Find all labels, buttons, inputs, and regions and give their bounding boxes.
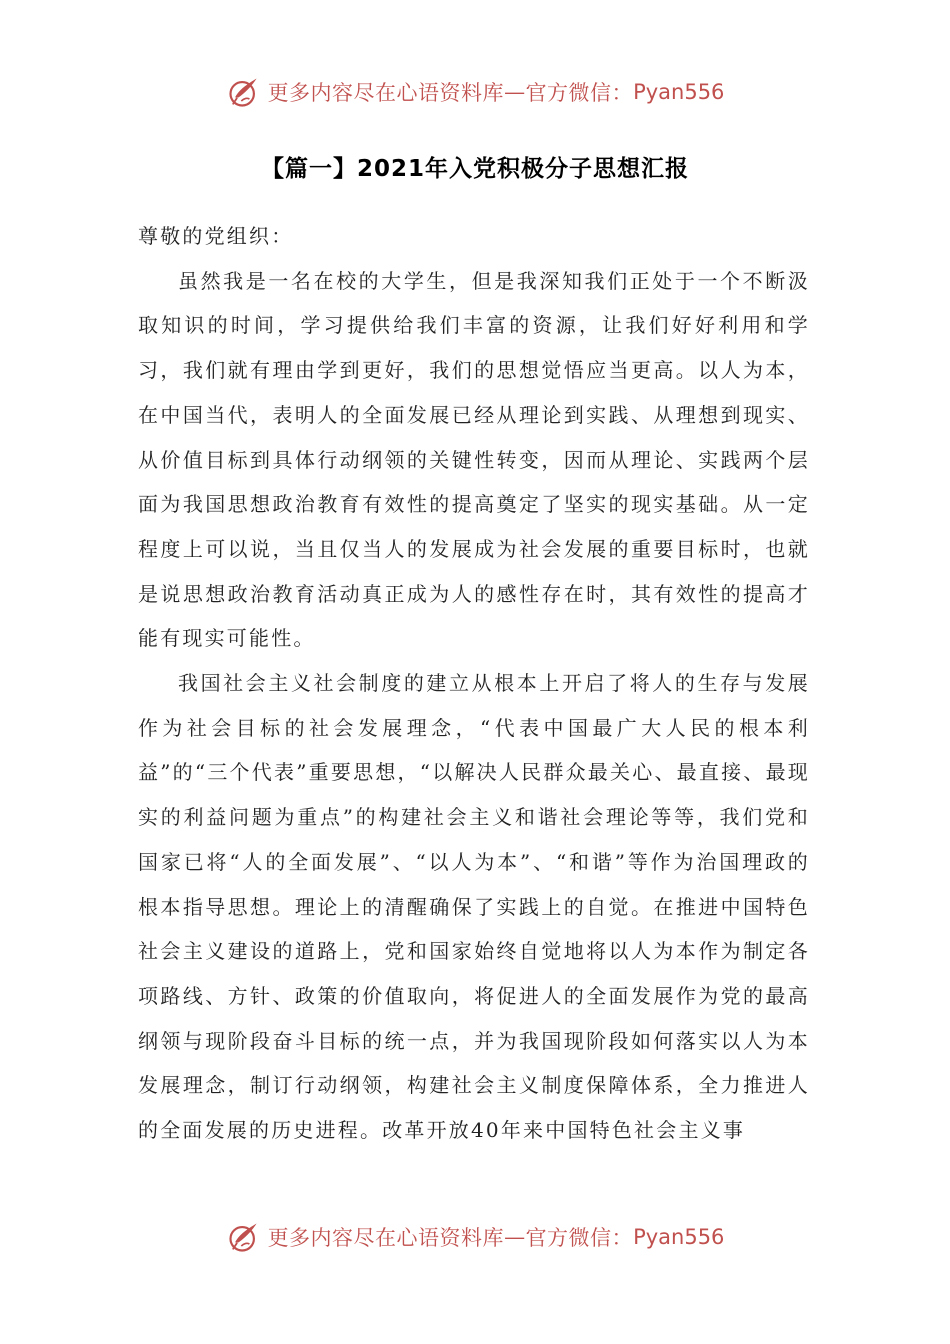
paragraph-2: 我国社会主义社会制度的建立从根本上开启了将人的生存与发展作为社会目标的社会发展理念，“代表中国最广大人民的根本利益”的“三个代表”重要思想，“以解决人民群众最关心、最直接、最现实的利益问题为重点”的构建社会主义和谐社会理论等等，我们党和国家已将“人的全面发展”、“以人为本”、“和谐”等作为治国理政的根本指导思想。理论上的清醒确保了实践上的自觉。在推进中国特色社会主义建设的道路上，党和国家始终自觉地将以人为本作为制定各项路线、方针、政策的价值取向，将促进人的全面发展作为党的最高纲领与现阶段奋斗目标的统一点，并为我国现阶段如何落实以人为本发展理念，制订行动纲领，构建社会主义制度保障体系，全力推进人的全面发展的历史进程。改革开放40年来中国特色社会主义事 xyxy=(138,671,810,1143)
quill-logo-icon xyxy=(226,74,262,110)
banner-separator: — xyxy=(504,80,526,104)
quill-logo-icon xyxy=(226,1219,262,1255)
banner-wechat-id: Pyan556 xyxy=(633,1225,725,1249)
footer-banner xyxy=(0,1215,950,1259)
document-body xyxy=(138,214,810,1153)
paragraph-1: 虽然我是一名在校的大学生，但是我深知我们正处于一个不断汲取知识的时间，学习提供给我们丰富的资源，让我们好好利用和学习，我们就有理由学到更好，我们的思想觉悟应当更高。以人为本，在中国当代，表明人的全面发展已经从理论到实践、从理想到现实、从价值目标到具体行动纲领的关键性转变，因而从理论、实践两个层面为我国思想政治教育有效性的提高奠定了坚实的现实基础。从一定程度上可以说，当且仅当人的发展成为社会发展的重要目标时，也就是说思想政治教育活动真正成为人的感性存在时，其有效性的提高才能有现实可能性。 xyxy=(138,268,810,651)
document-title: 【篇一】2021年入党积极分子思想汇报 xyxy=(260,156,689,182)
banner-wechat-id: Pyan556 xyxy=(633,80,725,104)
banner-text: 更多内容尽在心语资料库 xyxy=(267,1226,505,1250)
banner-separator: — xyxy=(504,1225,526,1249)
salutation: 尊敬的党组织： xyxy=(138,224,294,248)
banner-wechat-label: 官方微信： xyxy=(525,81,634,105)
header-banner xyxy=(0,70,950,114)
banner-text: 更多内容尽在心语资料库 xyxy=(267,81,505,105)
banner-wechat-label: 官方微信： xyxy=(525,1226,634,1250)
